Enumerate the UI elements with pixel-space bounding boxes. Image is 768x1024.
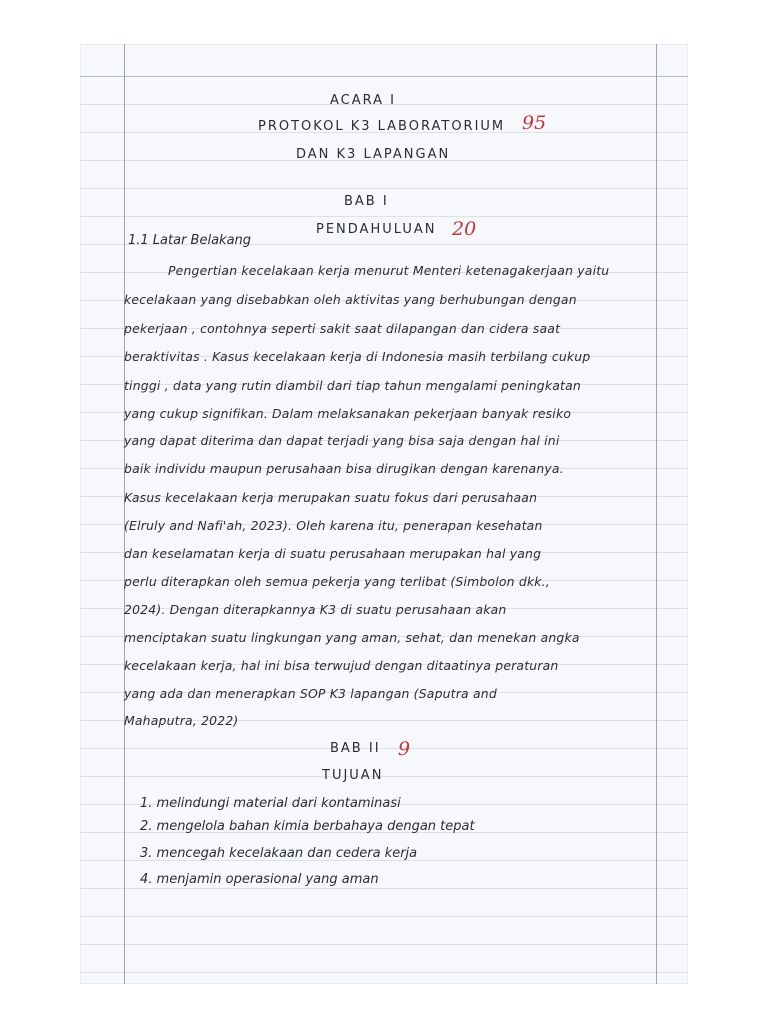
paragraph-line: (Elruly and Nafi'ah, 2023). Oleh karena itu, penerapan kesehatan <box>124 518 543 533</box>
notebook-page <box>80 44 688 984</box>
paragraph-line: Mahaputra, 2022) <box>124 713 239 728</box>
paragraph-line: Pengertian kecelakaan kerja menurut Menteri ketenagakerjaan yaitu <box>168 263 610 278</box>
acara-label: ACARA I <box>330 93 396 108</box>
left-margin-line <box>124 44 125 984</box>
ruled-line <box>80 776 688 777</box>
bab1-score-mark: 20 <box>452 218 477 240</box>
ruled-line <box>80 76 688 77</box>
bab2-title: TUJUAN <box>322 768 384 783</box>
paragraph-line: baik individu maupun perusahaan bisa dirugikan dengan karenanya. <box>124 461 564 476</box>
paragraph-line: Kasus kecelakaan kerja merupakan suatu fokus dari perusahaan <box>124 490 538 505</box>
ruled-line <box>80 188 688 189</box>
paragraph-line: menciptakan suatu lingkungan yang aman, sehat, dan menekan angka <box>124 630 580 645</box>
paragraph-line: kecelakaan yang disebabkan oleh aktivitas yang berhubungan dengan <box>124 292 577 307</box>
header-score-mark: 95 <box>522 112 547 134</box>
objective-item: 3. mencegah kecelakaan dan cedera kerja <box>140 846 418 861</box>
document-title-line-2: DAN K3 LAPANGAN <box>296 147 451 162</box>
objective-item: 2. mengelola bahan kimia berbahaya dengan tepat <box>140 819 475 834</box>
bab1-title: PENDAHULUAN <box>316 222 437 237</box>
right-margin-line <box>656 44 657 984</box>
paragraph-line: yang ada dan menerapkan SOP K3 lapangan (Saputra and <box>124 686 497 701</box>
objective-item: 4. menjamin operasional yang aman <box>140 872 379 887</box>
ruled-line <box>80 216 688 217</box>
bab2-label: BAB II <box>330 741 381 756</box>
document-title-line-1: PROTOKOL K3 LABORATORIUM <box>258 119 506 134</box>
paragraph-line: yang cukup signifikan. Dalam melaksanakan pekerjaan banyak resiko <box>124 406 572 421</box>
bab2-score-mark: 9 <box>398 738 411 760</box>
paragraph-line: kecelakaan kerja, hal ini bisa terwujud dengan ditaatinya peraturan <box>124 658 559 673</box>
paragraph-line: beraktivitas . Kasus kecelakaan kerja di Indonesia masih terbilang cukup <box>124 349 591 364</box>
section-heading-latar-belakang: 1.1 Latar Belakang <box>128 233 252 248</box>
paragraph-line: 2024). Dengan diterapkannya K3 di suatu perusahaan akan <box>124 602 507 617</box>
ruled-line <box>80 944 688 945</box>
paragraph-line: tinggi , data yang rutin diambil dari tiap tahun mengalami peningkatan <box>124 378 581 393</box>
ruled-line <box>80 916 688 917</box>
paragraph-line: dan keselamatan kerja di suatu perusahaan merupakan hal yang <box>124 546 542 561</box>
bab1-label: BAB I <box>344 194 389 209</box>
paragraph-line: perlu diterapkan oleh semua pekerja yang terlibat (Simbolon dkk., <box>124 574 550 589</box>
objective-item: 1. melindungi material dari kontaminasi <box>140 796 401 811</box>
ruled-line <box>80 748 688 749</box>
paragraph-line: yang dapat diterima dan dapat terjadi yang bisa saja dengan hal ini <box>124 433 560 448</box>
paragraph-line: pekerjaan , contohnya seperti sakit saat dilapangan dan cidera saat <box>124 321 561 336</box>
ruled-line <box>80 972 688 973</box>
